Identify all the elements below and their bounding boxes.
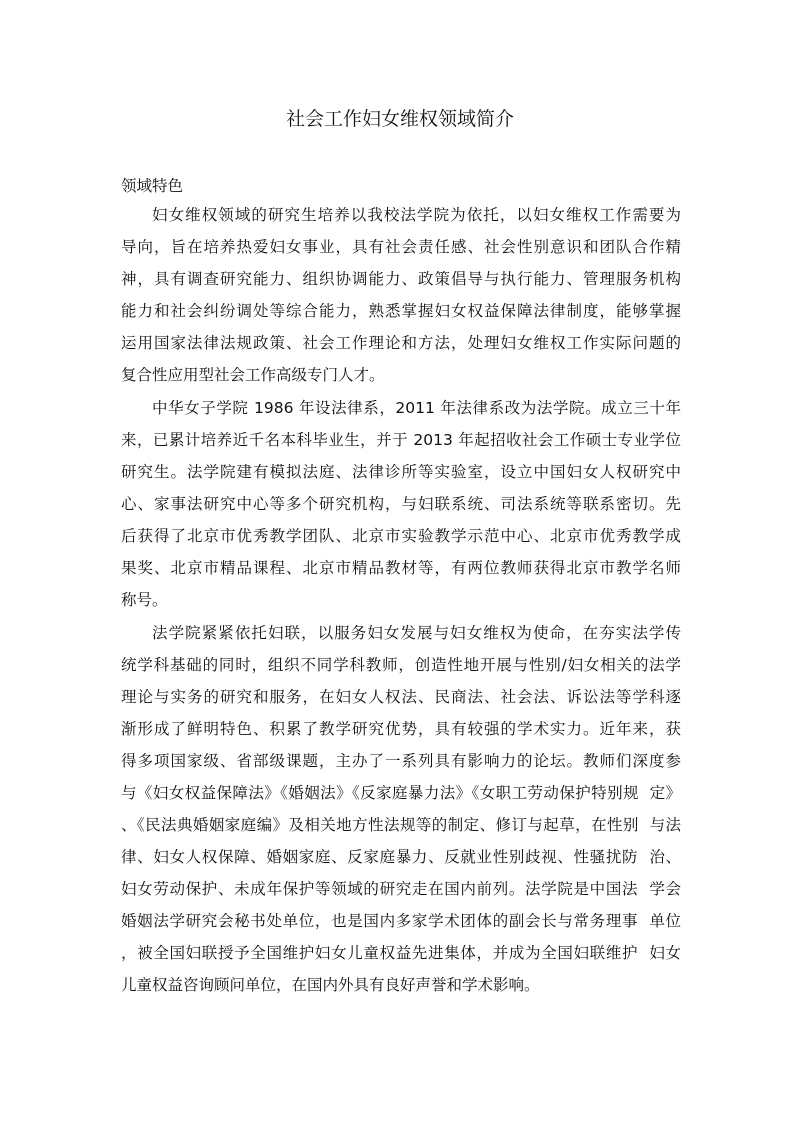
text-line: 渐形成了鲜明特色、积累了教学研究优势，具有较强的学术实力。近年来，获	[121, 720, 681, 738]
section-heading: 领域特色	[121, 177, 184, 195]
text-line: 妇女劳动保护、未成年保护等领域的研究走在国内前列。法学院是中国法 学会	[121, 880, 681, 898]
text-line: 后获得了北京市优秀教学团队、北京市实验教学示范中心、北京市优秀教学成	[121, 527, 681, 545]
text-line: ，被全国妇联授予全国维护妇女儿童权益先进集体，并成为全国妇联维护 妇女	[121, 944, 681, 962]
text-line: 法学院紧紧依托妇联，以服务妇女发展与妇女维权为使命，在夯实法学传	[152, 624, 681, 642]
text-line: 称号。	[121, 591, 168, 609]
text-line: 儿童权益咨询顾问单位，在国内外具有良好声誉和学术影响。	[121, 976, 540, 994]
text-line: 研究生。法学院建有模拟法庭、法律诊所等实验室，设立中国妇女人权研究中	[121, 463, 681, 481]
document-title: 社会工作妇女维权领域简介	[285, 108, 514, 130]
text-line: 来，已累计培养近千名本科毕业生，并于 2013 年起招收社会工作硕士专业学位	[121, 431, 681, 449]
text-line: 果奖、北京市精品课程、北京市精品教材等，有两位教师获得北京市教学名师	[121, 559, 681, 577]
text-line: 导向，旨在培养热爱妇女事业，具有社会责任感、社会性别意识和团队合作精	[121, 238, 681, 256]
text-line: 妇女维权领域的研究生培养以我校法学院为依托，以妇女维权工作需要为	[152, 206, 681, 224]
text-line: 神，具有调查研究能力、组织协调能力、政策倡导与执行能力、管理服务机构	[121, 270, 681, 288]
text-line: 律、妇女人权保障、婚姻家庭、反家庭暴力、反就业性别歧视、性骚扰防 治、	[121, 848, 681, 866]
text-line: 能力和社会纠纷调处等综合能力，熟悉掌握妇女权益保障法律制度，能够掌握	[121, 302, 681, 320]
text-line: 理论与实务的研究和服务，在妇女人权法、民商法、社会法、诉讼法等学科逐	[121, 688, 681, 706]
text-line: 与《妇女权益保障法》《婚姻法》《反家庭暴力法》《女职工劳动保护特别规 定》	[121, 784, 681, 802]
text-line: 婚姻法学研究会秘书处单位，也是国内多家学术团体的副会长与常务理事 单位	[121, 912, 681, 930]
text-line: 统学科基础的同时，组织不同学科教师，创造性地开展与性别/妇女相关的法学	[121, 656, 681, 674]
text-line: 中华女子学院 1986 年设法律系，2011 年法律系改为法学院。成立三十年	[152, 399, 681, 417]
text-line: 心、家事法研究中心等多个研究机构，与妇联系统、司法系统等联系密切。先	[121, 495, 681, 513]
text-line: 运用国家法律法规政策、社会工作理论和方法，处理妇女维权工作实际问题的	[121, 334, 681, 352]
text-line: 、《民法典婚姻家庭编》及相关地方性法规等的制定、修订与起草，在性别 与法	[121, 816, 681, 834]
text-line: 得多项国家级、省部级课题，主办了一系列具有影响力的论坛。教师们深度参	[121, 752, 681, 770]
text-line: 复合性应用型社会工作高级专门人才。	[121, 366, 385, 384]
